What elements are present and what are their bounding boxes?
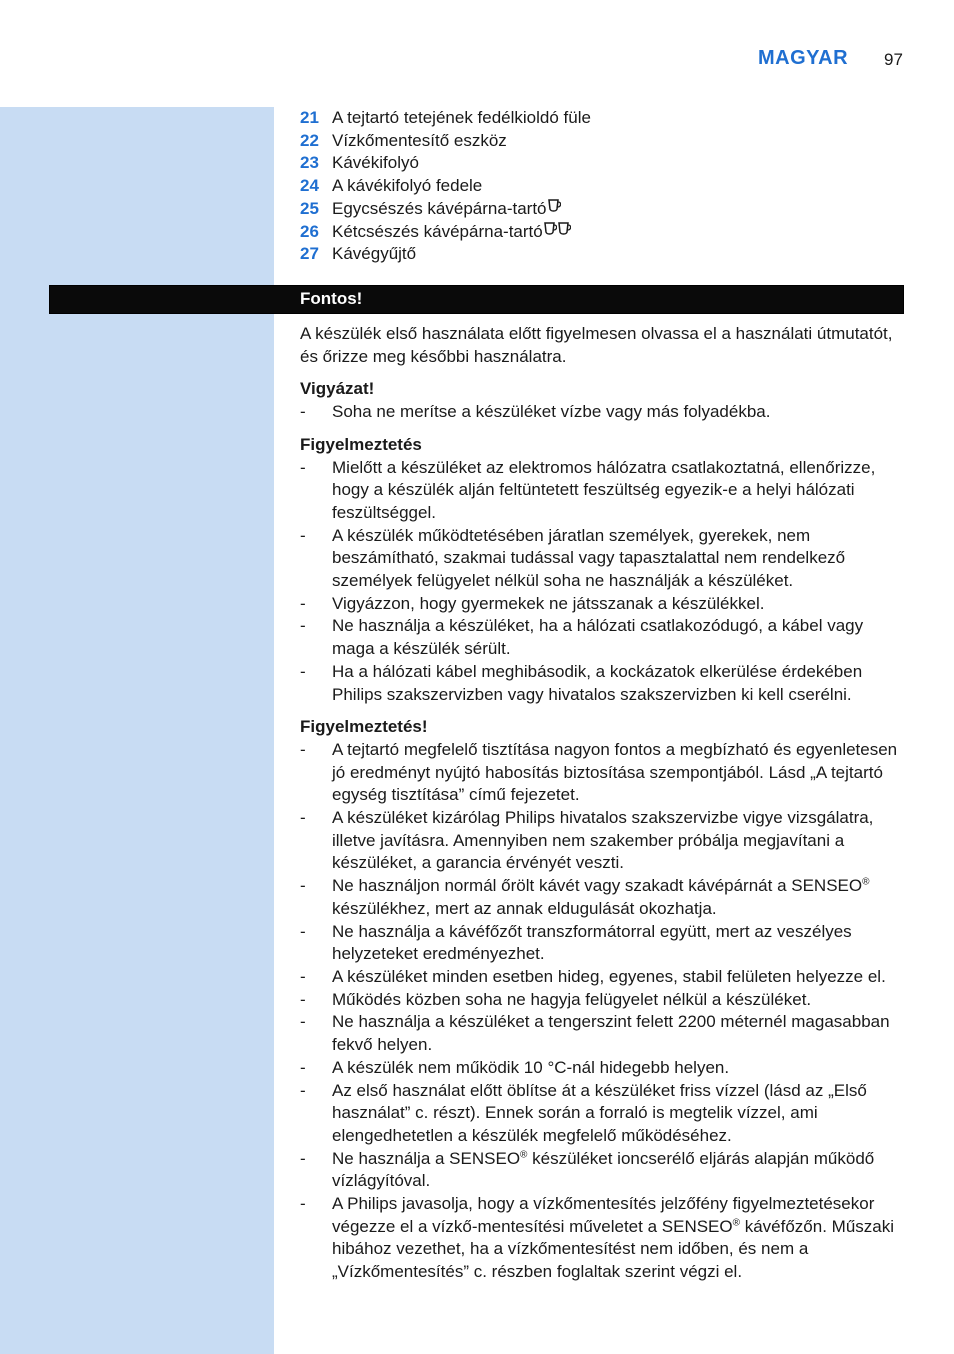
list-item <box>300 401 908 424</box>
list-dash: - <box>300 661 306 681</box>
list-dash: - <box>300 1194 306 1214</box>
list-item <box>300 875 908 920</box>
part-number: 24 <box>300 176 319 196</box>
section-bar <box>49 285 904 314</box>
list-dash: - <box>300 921 306 941</box>
part-item <box>300 130 900 153</box>
list-dash: - <box>300 1080 306 1100</box>
part-item <box>300 198 900 221</box>
list-item <box>300 807 908 875</box>
part-item <box>300 221 900 244</box>
list-item <box>300 921 908 966</box>
list-text: Az első használat előtt öblítse át a készüléket friss vízzel (lásd az „Első használat” c. részt). Ennek során a forraló is megtelik vízzel, ami elengedhetetlen a készülék megfelelő működéséhez. <box>332 1080 867 1145</box>
part-label: A kávékifolyó fedele <box>332 176 483 196</box>
list-dash: - <box>300 616 306 636</box>
part-label: Kávégyűjtő <box>332 244 417 264</box>
list-item <box>300 661 908 706</box>
cup-icon <box>548 198 561 212</box>
sections <box>300 378 908 1283</box>
list-item <box>300 966 908 989</box>
list-dash: - <box>300 525 306 545</box>
list-dash: - <box>300 876 306 896</box>
list-text: A Philips javasolja, hogy a vízkőmentesítés jelzőfény figyelmeztetésekor végezze el a vízkő-mentesítési műveletet a SENSEO <box>332 1194 875 1236</box>
list-item <box>300 615 908 660</box>
part-number: 23 <box>300 153 319 173</box>
list-item <box>300 525 908 593</box>
list-text: Ne használja a készüléket, ha a hálózati csatlakozódugó, a kábel vagy maga a készülék sérült. <box>332 616 864 659</box>
section-heading: Figyelmeztetés! <box>300 717 428 737</box>
list-text: Ha a hálózati kábel meghibásodik, a kockázatok elkerülése érdekében Philips szakszervizben vagy hivatalos szakszervizben ki kell cserélni. <box>332 661 863 704</box>
part-item <box>300 152 900 175</box>
part-number: 25 <box>300 198 319 218</box>
list-text-rest: készüléket ioncserélő eljárás alapján működő vízlágyítóval. <box>332 1148 875 1191</box>
list-text: Működés közben soha ne hagyja felügyelet nélkül a készüléket. <box>332 989 812 1009</box>
list-item <box>300 1080 908 1148</box>
list-dash: - <box>300 808 306 828</box>
list-item <box>300 1193 908 1284</box>
list-text: A készüléket minden esetben hideg, egyenes, stabil felületen helyezze el. <box>332 966 886 986</box>
list-text: Ne használja a készüléket a tengerszint felett 2200 méternél magasabban fekvő helyen. <box>332 1012 890 1055</box>
list-item <box>300 1148 908 1193</box>
list-dash: - <box>300 402 306 422</box>
part-label: Egycsészés kávépárna-tartó <box>332 198 547 218</box>
part-number: 27 <box>300 244 319 264</box>
list-text: A készülék nem működik 10 °C-nál hidegebb helyen. <box>332 1057 730 1077</box>
bullet-list <box>300 457 908 707</box>
list-item <box>300 989 908 1012</box>
cup-icon <box>558 221 571 235</box>
list-text: A készülék működtetésében járatlan személyek, gyerekek, nem beszámítható, szakmai tudással vagy tapasztalattal nem rendelkező személyek felügyelet nélkül soha ne használják a készüléket. <box>332 525 846 591</box>
part-number: 22 <box>300 130 319 150</box>
list-dash: - <box>300 593 306 613</box>
list-item <box>300 739 908 807</box>
list-dash: - <box>300 457 306 477</box>
list-dash: - <box>300 1148 306 1168</box>
list-text: Vigyázzon, hogy gyermekek ne játsszanak a készülékkel. <box>332 593 765 613</box>
part-item <box>300 175 900 198</box>
list-text: Soha ne merítse a készüléket vízbe vagy más folyadékba. <box>332 402 771 422</box>
list-text: Ne használjon normál őrölt kávét vagy szakadt kávépárnát a SENSEO <box>332 876 863 896</box>
list-dash: - <box>300 989 306 1009</box>
list-dash: - <box>300 1012 306 1032</box>
part-label: Vízkőmentesítő eszköz <box>332 130 507 150</box>
parts-list <box>300 107 900 266</box>
list-item <box>300 1011 908 1056</box>
list-text: Mielőtt a készüléket az elektromos hálózatra csatlakoztatná, ellenőrizze, hogy a készülék alján feltüntetett feszültség egyezik-e a helyi hálózati feszültséggel. <box>332 457 876 522</box>
section-heading: Figyelmeztetés <box>300 434 422 454</box>
bullet-list <box>300 739 908 1284</box>
list-item <box>300 457 908 525</box>
page-number: 97 <box>884 50 903 69</box>
main-content <box>300 323 908 1284</box>
list-text: Ne használja a SENSEO <box>332 1148 521 1168</box>
list-dash: - <box>300 1057 306 1077</box>
bullet-list <box>300 401 908 424</box>
list-text-rest: kávéfőzőn. Műszaki hibához vezethet, ha a vízkőmentesítést nem időben, és nem a „Vízkőmentesítés” c. részben foglaltak szerint végzi el. <box>332 1216 895 1282</box>
part-label: Kávékifolyó <box>332 153 419 173</box>
language-heading: MAGYAR <box>758 47 849 69</box>
list-item <box>300 593 908 616</box>
list-dash: - <box>300 739 306 759</box>
list-dash: - <box>300 966 306 986</box>
part-number: 21 <box>300 108 319 127</box>
cup-icon <box>544 221 557 235</box>
registered-mark: ® <box>732 1217 740 1229</box>
list-text: A tejtartó megfelelő tisztítása nagyon fontos a megbízható és egyenletesen jó eredményt nyújtó habosítás biztosítása szempontjából. Lásd „A tejtartó egység tisztítása” című fejezetet. <box>332 739 898 805</box>
section-title: Fontos! <box>300 289 363 308</box>
intro-paragraph: A készülék első használata előtt figyelmesen olvassa el a használati útmutatót, és őrizze meg későbbi használatra. <box>300 324 893 366</box>
part-label: Kétcsészés kávépárna-tartó <box>332 221 543 241</box>
part-item <box>300 243 900 266</box>
list-text: A készüléket kizárólag Philips hivatalos szakszervizbe vigye vizsgálatra, illetve javításra. Amennyiben nem szakember próbálja megjavítani a készüléket, a garancia érvényét veszti. <box>332 808 874 873</box>
registered-mark: ® <box>520 1148 528 1160</box>
list-text-rest: készülékhez, mert az annak eldugulását okozhatja. <box>332 898 717 918</box>
list-text: Ne használja a kávéfőzőt transzformátorral együtt, mert az veszélyes helyzeteket eredményezhet. <box>332 921 852 964</box>
part-number: 26 <box>300 221 319 241</box>
registered-mark: ® <box>862 876 870 888</box>
part-item <box>300 107 900 130</box>
part-label: A tejtartó tetejének fedélkioldó füle <box>332 108 591 127</box>
section-heading: Vigyázat! <box>300 379 375 399</box>
list-item <box>300 1057 908 1080</box>
